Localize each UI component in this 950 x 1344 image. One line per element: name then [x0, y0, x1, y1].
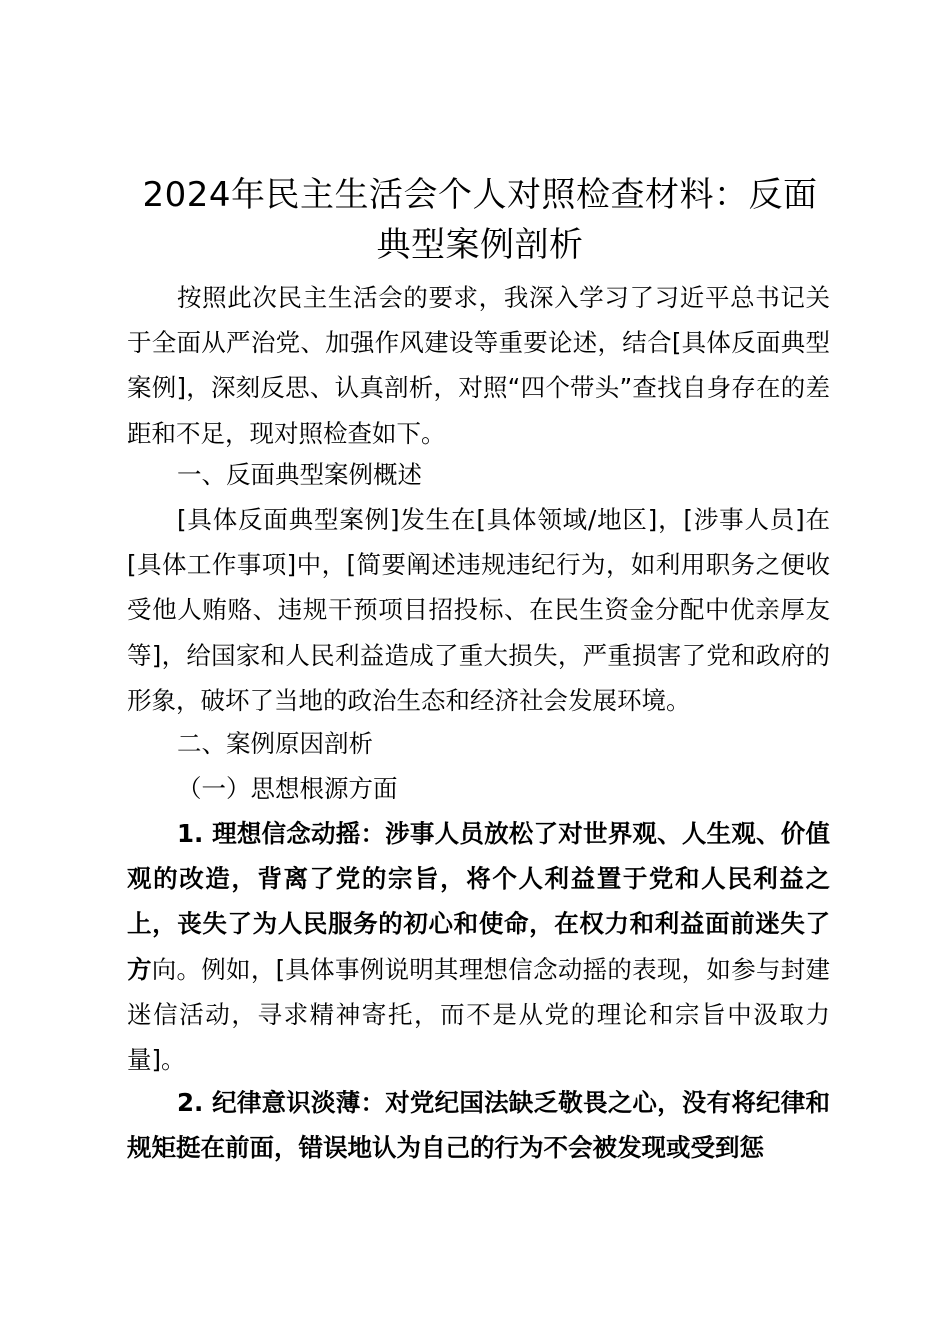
section-1-body: [具体反面典型案例]发生在[具体领域/地区]，[涉事人员]在[具体工作事项]中，[简要阐述违规违纪行为，如利用职务之便收受他人贿赂、违规干预项目招投标、在民生资金分配中优亲厚友等]，给国家和人民利益造成了重大损失，严重损害了党和政府的形象，破坏了当地的政治生态和经济社会发展环境。 — [127, 505, 830, 715]
title-line-1: 2024年民主生活会个人对照检查材料：反面 — [142, 175, 818, 215]
section-1-heading: 一、反面典型案例概述 — [177, 460, 422, 489]
subsection-1-heading: （一）思想根源方面 — [177, 774, 398, 803]
intro-paragraph: 按照此次民主生活会的要求，我深入学习了习近平总书记关于全面从严治党、加强作风建设等重要论述，结合[具体反面典型案例]，深刻反思、认真剖析，对照“四个带头”查找自身存在的差距和不足，现对照检查如下。 — [127, 283, 830, 448]
point-2-paragraph: 2. 纪律意识淡薄：对党纪国法缺乏敬畏之心，没有将纪律和规矩挺在前面，错误地认为自己的行为不会被发现或受到惩 — [127, 1088, 830, 1163]
point-1-paragraph — [127, 811, 830, 1082]
title-line-2: 典型案例剖析 — [376, 225, 584, 265]
section-2-heading: 二、案例原因剖析 — [177, 729, 373, 758]
point-1-bold-text: 1. 理想信念动摇：涉事人员放松了对世界观、人生观、价值观的改造，背离了党的宗旨，将个人利益置于党和人民利益之上，丧失了为人民服务的初心和使命，在权力和利益面前迷失了方 — [127, 819, 830, 984]
document-title — [120, 170, 840, 270]
point-1-body-text: 向。例如，[具体事例说明其理想信念动摇的表现，如参与封建迷信活动，寻求精神寄托，而不是从党的理论和宗旨中汲取力量]。 — [127, 954, 830, 1075]
